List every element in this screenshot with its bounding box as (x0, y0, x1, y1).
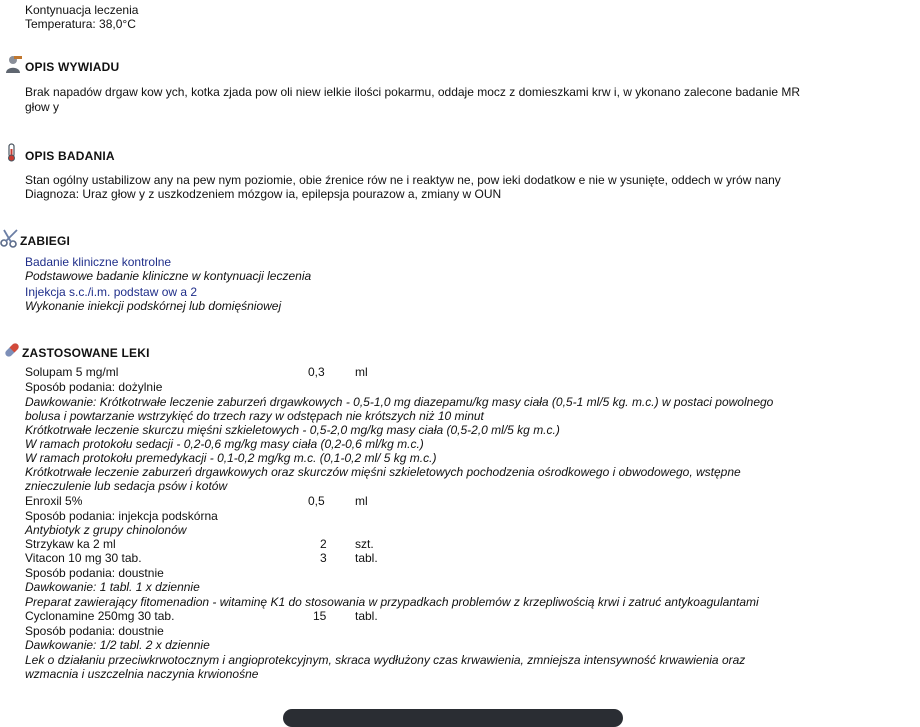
thermometer-icon (4, 143, 24, 163)
section-history-heading (0, 54, 200, 76)
drug-name: Strzykaw ka 2 ml (25, 537, 116, 551)
section-drugs-title: ZASTOSOWANE LEKI (22, 346, 150, 360)
drug-dosage: W ramach protokołu sedacji - 0,2-0,6 mg/kg masy ciała (0,2-0,6 ml/kg m.c.) (25, 437, 424, 451)
drug-unit: szt. (355, 537, 374, 551)
procedure-item-desc: Podstawowe badanie kliniczne w kontynuacji leczenia (25, 269, 312, 283)
drug-qty: 3 (320, 551, 327, 565)
drug-description: Lek o działaniu przeciwkrwotocznym i angioprotekcyjnym, skraca wydłużony czas krwawienia, zmniejsza intensywność krwawienia oraz (25, 653, 746, 667)
procedure-item-name[interactable]: Badanie kliniczne kontrolne (25, 255, 172, 269)
procedure-item-desc: Wykonanie iniekcji podskórnej lub domięśniowej (25, 299, 282, 313)
drug-name: Vitacon 10 mg 30 tab. (25, 551, 142, 565)
drug-dosage: Dawkowanie: 1/2 tabl. 2 x dziennie (25, 638, 210, 652)
section-exam-heading (0, 143, 200, 165)
drug-qty: 0,5 (308, 494, 325, 508)
section-history-title: OPIS WYWIADU (25, 60, 120, 74)
drug-route: Sposób podania: injekcja podskórna (25, 509, 218, 523)
scissors-icon (0, 228, 20, 248)
floating-toolbar[interactable] (283, 709, 623, 727)
procedure-item-name[interactable]: Injekcja s.c./i.m. podstaw ow a 2 (25, 285, 198, 299)
history-line-1: Brak napadów drgaw kow ych, kotka zjada pow oli niew ielkie ilości pokarmu, oddaje mocz z domieszkami krw i, w ykonano zalecone badanie MR (25, 85, 801, 99)
drug-route: Sposób podania: doustnie (25, 624, 164, 638)
drug-dosage: W ramach protokołu premedykacji - 0,1-0,2 mg/kg m.c. (0,1-0,2 ml/ 5 kg m.c.) (25, 451, 437, 465)
drug-route: Sposób podania: dożylnie (25, 380, 163, 394)
drug-name: Solupam 5 mg/ml (25, 365, 119, 379)
drug-name: Enroxil 5% (25, 494, 83, 508)
drug-dosage: znieczulenie lub sedacja psów i kotów (25, 479, 228, 493)
drug-description: Preparat zawierający fitomenadion - witaminę K1 do stosowania w przypadkach problemów z krzepliwością krwi i zatruć antykoagulantami (25, 595, 759, 609)
drug-unit: tabl. (355, 551, 378, 565)
section-drugs-heading (0, 340, 220, 362)
drug-name: Cyclonamine 250mg 30 tab. (25, 609, 175, 623)
drug-unit: ml (355, 494, 368, 508)
drug-description: Antybiotyk z grupy chinolonów (25, 523, 187, 537)
pill-icon (2, 340, 22, 360)
exam-diagnosis: Diagnoza: Uraz głow y z uszkodzeniem mózgow ia, epilepsja pourazow a, zmiany w OUN (25, 187, 502, 201)
drug-dosage: Krótkotrwałe leczenie zaburzeń drgawkowych oraz skurczów mięśni szkieletowych pochodzenia ośrodkowego i obwodowego, wstępne (25, 465, 741, 479)
section-procedures-heading (0, 228, 200, 250)
drug-dosage: Dawkowanie: Krótkotrwałe leczenie zaburzeń drgawkowych - 0,5-1,0 mg diazepamu/kg masy ciała (0,5-1 ml/5 kg. m.c.) w postaci powolnego (25, 395, 774, 409)
drug-dosage: Krótkotrwałe leczenie skurczu mięśni szkieletowych - 0,5-2,0 mg/kg masy ciała (0,5-2,0 ml/5 kg m.c.) (25, 423, 560, 437)
drug-qty: 15 (313, 609, 327, 623)
drug-dosage: bolusa i powtarzanie wstrzykięć do trzech razy w odstępach nie krótszych niż 10 minut (25, 409, 484, 423)
temperature: Temperatura: 38,0°C (25, 17, 136, 31)
drug-dosage: Dawkowanie: 1 tabl. 1 x dziennie (25, 580, 200, 594)
drug-unit: tabl. (355, 609, 378, 623)
visit-type: Kontynuacja leczenia (25, 3, 139, 17)
drug-qty: 0,3 (308, 365, 325, 379)
section-exam-title: OPIS BADANIA (25, 149, 115, 163)
drug-unit: ml (355, 365, 368, 379)
drug-route: Sposób podania: doustnie (25, 566, 164, 580)
section-procedures-title: ZABIEGI (20, 234, 71, 248)
drug-description: wzmacnia i uszczelnia naczynia krwionośne (25, 667, 259, 681)
exam-line-1: Stan ogólny ustabilizow any na pew nym poziomie, obie źrenice rów ne i reaktyw ne, pow ieki dodatkow e nie w ysunięte, oddech w yrów nany (25, 173, 781, 187)
drug-qty: 2 (320, 537, 327, 551)
person-icon (4, 54, 24, 74)
history-line-2: głow y (25, 100, 60, 114)
